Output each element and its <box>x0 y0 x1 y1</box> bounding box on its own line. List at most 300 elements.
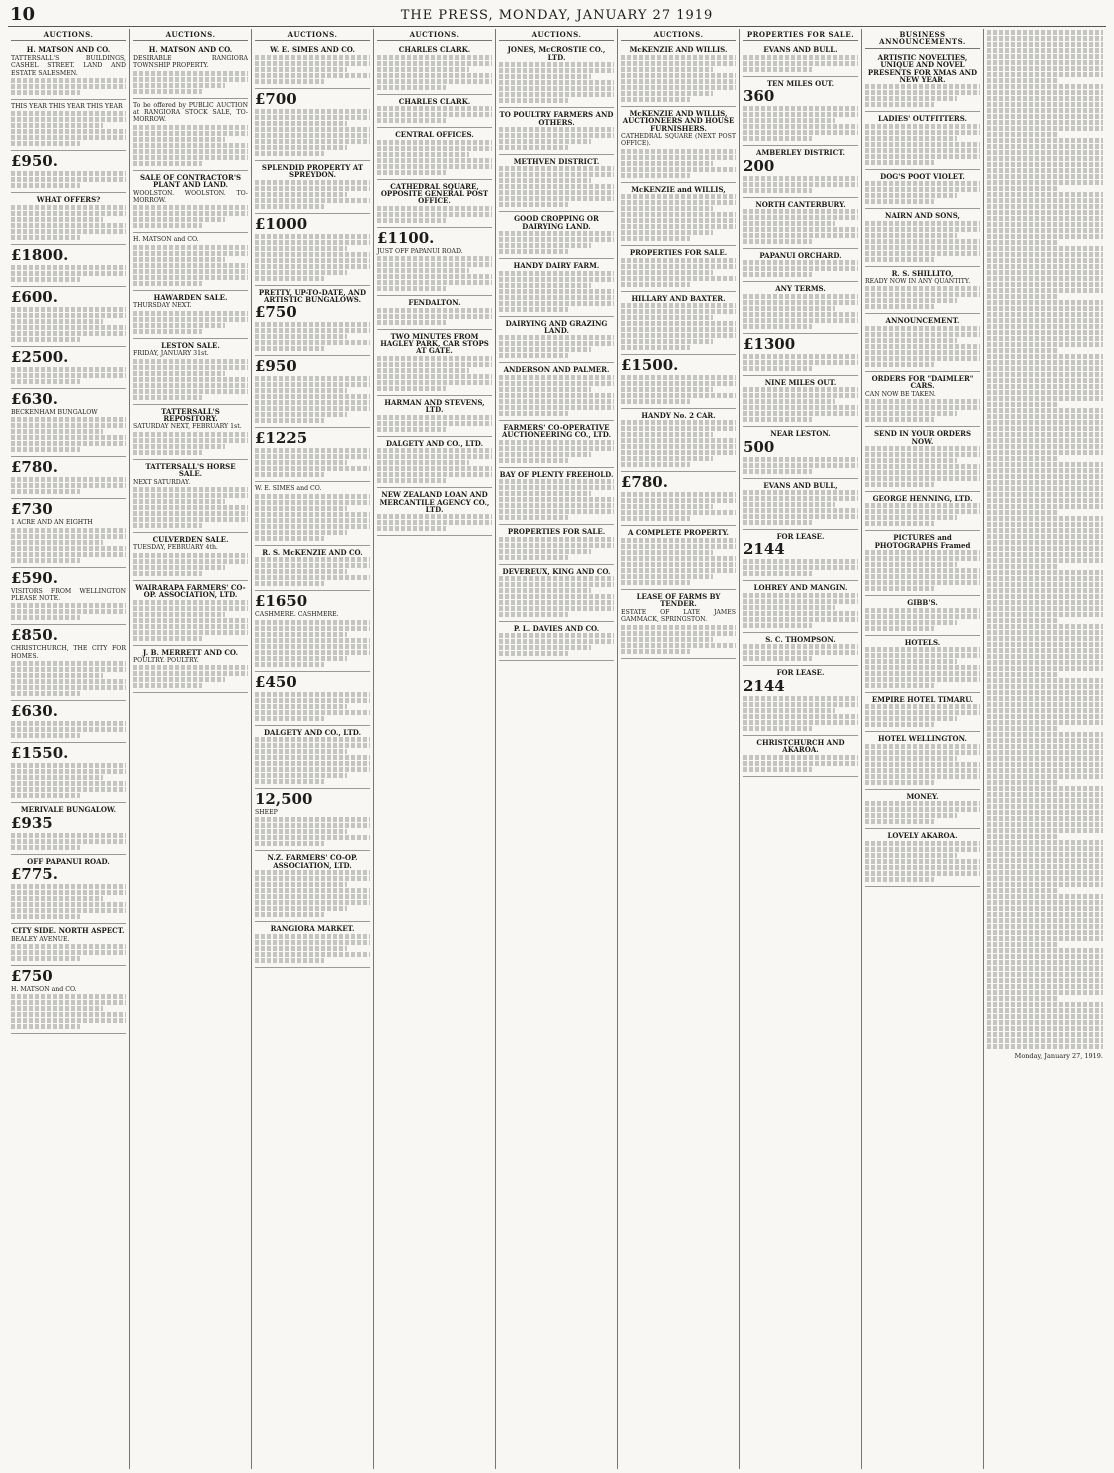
advertisement <box>11 245 126 287</box>
small-print-line <box>743 411 858 416</box>
ad-title: DOG'S POOT VIOLET. <box>880 171 965 181</box>
small-print-line <box>255 888 370 893</box>
ad-price: 12,500 <box>255 790 313 809</box>
small-print-line <box>255 716 324 721</box>
small-print-line <box>621 393 736 398</box>
small-print-line <box>865 801 980 806</box>
advertisement <box>133 581 248 646</box>
small-print-line <box>255 388 347 393</box>
ad-title: CENTRAL OFFICES. <box>395 130 474 140</box>
ad-title: P. L. DAVIES AND CO. <box>513 623 600 633</box>
small-print-line <box>621 327 736 332</box>
ad-body: BECKENHAM BUNGALOW <box>11 408 98 416</box>
ad-title: R. S. McKENZIE AND CO. <box>262 547 363 557</box>
small-print-line <box>987 210 1103 215</box>
small-print-line <box>255 418 324 423</box>
small-print-line <box>499 458 568 463</box>
small-print-line <box>255 575 370 580</box>
small-print-line <box>499 485 614 490</box>
ad-title: HARMAN AND STEVENS, LTD. <box>384 397 485 415</box>
advertisement <box>865 209 980 266</box>
small-print-line <box>255 186 370 191</box>
ad-body: TATTERSALL'S BUILDINGS, CASHEL STREET. LAND AND ESTATE SALESMEN. <box>11 54 126 77</box>
advertisement <box>865 732 980 789</box>
small-print-line <box>865 464 980 469</box>
advertisement <box>865 427 980 492</box>
small-print-line <box>621 339 713 344</box>
ad-price: £600. <box>11 287 58 306</box>
small-print-line <box>499 440 614 445</box>
small-print-line <box>255 632 347 637</box>
small-print-line <box>11 603 126 608</box>
small-print-line <box>987 318 1103 323</box>
small-print-line <box>987 804 1103 809</box>
small-print-line <box>865 841 980 846</box>
small-print-line <box>987 654 1103 659</box>
small-print-line <box>987 234 1103 239</box>
small-print-line <box>11 787 126 792</box>
small-print-line <box>865 199 934 204</box>
advertisement <box>621 355 736 409</box>
small-print-line <box>255 704 347 709</box>
small-print-line <box>377 164 492 169</box>
advertisement <box>743 736 858 777</box>
small-print-line <box>377 280 492 285</box>
small-print-line <box>377 274 492 279</box>
small-print-line <box>987 420 1103 425</box>
small-print-line <box>11 781 126 786</box>
small-print-line <box>621 631 736 636</box>
small-print-line <box>499 166 614 171</box>
small-print-line <box>865 614 980 619</box>
small-print-line <box>865 452 980 457</box>
small-print-line <box>133 624 248 629</box>
small-print-line <box>255 394 370 399</box>
small-print-line <box>133 263 248 268</box>
advertisement <box>743 198 858 249</box>
small-print-line <box>255 524 370 529</box>
small-print-line <box>621 218 736 223</box>
advertisement <box>377 296 492 329</box>
advertisement <box>11 966 126 1034</box>
ad-title: ARTISTIC NOVELTIES, UNIQUE AND NOVEL PRESENTS FOR XMAS AND NEW YEAR. <box>867 52 978 85</box>
small-print-line <box>865 154 980 159</box>
small-print-line <box>987 798 1103 803</box>
small-print-line <box>255 109 370 114</box>
small-print-line <box>743 650 858 655</box>
ad-title: LOHREY AND MANGIN. <box>753 583 848 593</box>
ad-price: 2144 <box>743 676 785 695</box>
small-print-line <box>377 520 492 525</box>
small-print-line <box>11 373 126 378</box>
small-print-line <box>499 639 614 644</box>
ad-price: £2500. <box>11 347 69 366</box>
ad-title: SPLENDID PROPERTY AT SPREYDON. <box>261 162 364 180</box>
advertisement <box>865 267 980 315</box>
small-print-line <box>11 123 103 128</box>
small-print-line <box>11 313 126 318</box>
small-print-line <box>255 506 347 511</box>
advertisement <box>743 530 858 581</box>
advertisement <box>11 743 126 803</box>
small-print-line <box>743 457 858 462</box>
small-print-line <box>621 212 736 217</box>
small-print-line <box>987 660 1103 665</box>
small-print-line <box>11 429 103 434</box>
small-print-line <box>11 540 103 545</box>
small-print-line <box>133 618 248 623</box>
small-print-line <box>621 504 713 509</box>
advertisement <box>133 171 248 234</box>
small-print-line <box>987 108 1103 113</box>
small-print-line <box>987 384 1103 389</box>
ad-title: LOVELY AKAROA. <box>887 831 958 841</box>
small-print-line <box>11 331 126 336</box>
small-print-line <box>621 264 736 269</box>
small-print-line <box>499 549 591 554</box>
small-print-line <box>987 600 1103 605</box>
advertisement <box>865 693 980 732</box>
small-print-line <box>865 509 980 514</box>
small-print-line <box>987 678 1103 683</box>
small-print-line <box>987 150 1103 155</box>
small-print-line <box>987 1020 1103 1025</box>
small-print-line <box>255 779 324 784</box>
small-print-line <box>987 78 1057 83</box>
small-print-line <box>255 644 370 649</box>
small-print-line <box>987 240 1057 245</box>
ad-price: £730 <box>11 500 53 519</box>
advertisement <box>11 347 126 389</box>
small-print-line <box>621 580 690 585</box>
small-print-line <box>865 568 980 573</box>
small-print-line <box>987 702 1103 707</box>
small-print-line <box>377 421 492 426</box>
small-print-line <box>987 882 1103 887</box>
small-print-line <box>987 354 1103 359</box>
ad-title: HANDY DAIRY FARM. <box>513 261 600 271</box>
small-print-line <box>987 288 1103 293</box>
advertisement <box>865 51 980 113</box>
small-print-line <box>987 72 1103 77</box>
small-print-line <box>743 708 835 713</box>
advertisement <box>133 99 248 171</box>
ad-title: JONES, McCROSTIE CO., LTD. <box>507 45 606 62</box>
small-print-line <box>621 258 736 263</box>
advertisement <box>621 183 736 246</box>
ad-title: ANNOUNCEMENT. <box>885 316 960 326</box>
small-print-line <box>255 737 370 742</box>
advertisement <box>133 533 248 581</box>
small-print-line <box>133 444 225 449</box>
advertisement <box>11 389 126 457</box>
small-print-line <box>621 55 736 60</box>
small-print-line <box>743 239 812 244</box>
small-print-line <box>11 902 126 907</box>
small-print-line <box>377 262 492 267</box>
small-print-line <box>11 914 80 919</box>
advertisement <box>255 286 370 357</box>
small-print-line <box>865 148 980 153</box>
small-print-line <box>499 341 614 346</box>
small-print-line <box>621 194 736 199</box>
advertisement <box>11 151 126 193</box>
columns-container <box>8 29 1106 1469</box>
small-print-line <box>987 66 1103 71</box>
small-print-line <box>11 552 126 557</box>
ad-price: £775. <box>11 865 58 884</box>
advertisement <box>621 107 736 183</box>
small-print-line <box>377 158 492 163</box>
small-print-line <box>987 534 1103 539</box>
small-print-line <box>255 127 370 132</box>
advertisement <box>11 499 126 567</box>
small-print-line <box>133 665 248 670</box>
small-print-line <box>743 656 812 661</box>
column-9 <box>984 29 1106 1469</box>
small-print-line <box>987 720 1103 725</box>
small-print-line <box>621 444 736 449</box>
small-print-line <box>255 192 347 197</box>
advertisement <box>865 790 980 829</box>
masthead-title: THE PRESS, MONDAY, JANUARY 27 1919 <box>400 7 714 23</box>
small-print-line <box>621 67 713 72</box>
small-print-line <box>987 84 1103 89</box>
small-print-line <box>255 322 370 327</box>
small-print-line <box>987 114 1103 119</box>
small-print-line <box>133 636 202 641</box>
small-print-line <box>987 624 1103 629</box>
ad-title: McKENZIE AND WILLIS, AUCTIONEERS AND HOUSE FURNISHERS. <box>622 108 735 133</box>
small-print-line <box>987 426 1103 431</box>
small-print-line <box>255 270 347 275</box>
ad-title: CATHEDRAL SQUARE, OPPOSITE GENERAL POST OFFICE. <box>380 181 489 206</box>
small-print-line <box>987 1026 1103 1031</box>
small-print-line <box>743 726 812 731</box>
small-print-line <box>743 233 858 238</box>
small-print-line <box>987 858 1103 863</box>
small-print-line <box>377 55 492 60</box>
small-print-line <box>987 312 1103 317</box>
small-print-line <box>865 221 980 226</box>
small-print-line <box>499 576 614 581</box>
ad-body: BEALEY AVENUE. <box>11 935 70 943</box>
ad-title: FARMERS' CO-OPERATIVE AUCTIONEERING CO., LTD. <box>501 422 612 440</box>
small-print-line <box>987 714 1103 719</box>
small-print-line <box>499 301 614 306</box>
small-print-line <box>865 586 934 591</box>
small-print-line <box>255 412 347 417</box>
small-print-line <box>255 563 370 568</box>
small-print-line <box>743 463 858 468</box>
small-print-line <box>865 160 934 165</box>
small-print-line <box>621 625 736 630</box>
small-print-line <box>743 209 858 214</box>
small-print-line <box>743 490 858 495</box>
small-print-line <box>11 721 126 726</box>
column-1 <box>8 29 130 1469</box>
ad-title: GOOD CROPPING OR DAIRYING LAND. <box>514 214 599 231</box>
small-print-line <box>987 474 1103 479</box>
small-print-line <box>133 83 225 88</box>
advertisement <box>255 428 370 482</box>
small-print-line <box>987 120 1103 125</box>
small-print-line <box>255 581 324 586</box>
ad-price: £780. <box>11 458 58 477</box>
small-print-line <box>11 950 126 955</box>
small-print-line <box>743 599 858 604</box>
small-print-line <box>865 286 980 291</box>
small-print-line <box>987 888 1057 893</box>
small-print-line <box>621 321 736 326</box>
small-print-line <box>987 564 1057 569</box>
small-print-line <box>743 761 858 766</box>
small-print-line <box>133 683 202 688</box>
small-print-line <box>499 411 568 416</box>
ad-price: £1550. <box>11 744 69 763</box>
small-print-line <box>255 894 370 899</box>
small-print-line <box>621 544 736 549</box>
advertisement <box>499 363 614 420</box>
small-print-line <box>11 896 103 901</box>
small-print-line <box>621 399 690 404</box>
small-print-line <box>255 139 370 144</box>
small-print-line <box>987 726 1057 731</box>
small-print-line <box>865 344 980 349</box>
advertisement <box>255 43 370 88</box>
small-print-line <box>987 672 1057 677</box>
small-print-line <box>743 393 858 398</box>
small-print-line <box>499 446 614 451</box>
small-print-line <box>621 492 736 497</box>
small-print-line <box>499 651 568 656</box>
small-print-line <box>865 704 980 709</box>
small-print-line <box>621 438 736 443</box>
small-print-line <box>255 198 370 203</box>
small-print-line <box>743 312 858 317</box>
ad-title: FOR LEASE. <box>776 668 825 678</box>
small-print-line <box>987 528 1103 533</box>
small-print-line <box>743 306 835 311</box>
small-print-line <box>987 30 1103 35</box>
ad-price: 200 <box>743 156 775 175</box>
small-print-line <box>377 218 446 223</box>
ad-title: PAPANUI ORCHARD. <box>759 251 842 261</box>
small-print-line <box>865 756 957 761</box>
ad-title: PROPERTIES FOR SALE. <box>507 527 606 537</box>
small-print-line <box>987 810 1103 815</box>
small-print-line <box>377 67 469 72</box>
small-print-line <box>987 264 1103 269</box>
small-print-line <box>255 536 324 541</box>
small-print-line <box>865 446 980 451</box>
small-print-line <box>499 184 614 189</box>
small-print-line <box>499 452 591 457</box>
small-print-line <box>377 79 492 84</box>
small-print-line <box>987 168 1103 173</box>
ad-title: SALE OF CONTRACTOR'S PLANT AND LAND. <box>139 172 242 190</box>
small-print-line <box>743 405 858 410</box>
small-print-line <box>865 683 934 688</box>
small-print-line <box>987 126 1103 131</box>
small-print-line <box>11 528 126 533</box>
ad-title: FOR LEASE. <box>776 532 825 542</box>
small-print-line <box>865 245 980 250</box>
small-print-line <box>133 450 202 455</box>
small-print-line <box>987 828 1103 833</box>
small-print-line <box>255 472 324 477</box>
advertisement <box>255 851 370 922</box>
advertisement <box>621 526 736 589</box>
small-print-line <box>499 515 568 520</box>
small-print-line <box>987 642 1103 647</box>
small-print-line <box>987 60 1103 65</box>
column-header: AUCTIONS. <box>11 29 126 41</box>
small-print-line <box>987 396 1103 401</box>
small-print-line <box>743 366 812 371</box>
page-number: 10 <box>10 4 36 25</box>
small-print-line <box>499 133 614 138</box>
small-print-line <box>499 555 568 560</box>
small-print-line <box>621 516 690 521</box>
advertisement <box>499 468 614 525</box>
small-print-line <box>621 345 690 350</box>
advertisement <box>11 803 126 854</box>
small-print-line <box>499 80 614 85</box>
small-print-line <box>987 570 1103 575</box>
small-print-line <box>987 282 1103 287</box>
ad-body: THIS YEAR THIS YEAR THIS YEAR <box>11 103 123 111</box>
small-print-line <box>11 845 80 850</box>
small-print-line <box>255 180 370 185</box>
ad-price: 500 <box>743 437 775 456</box>
small-print-line <box>621 270 713 275</box>
small-print-line <box>987 366 1103 371</box>
small-print-line <box>987 840 1103 845</box>
small-print-line <box>133 155 248 160</box>
advertisement <box>11 568 126 626</box>
small-print-line <box>865 556 980 561</box>
small-print-line <box>865 482 934 487</box>
small-print-line <box>743 496 858 501</box>
ad-price: £750 <box>11 966 53 985</box>
small-print-line <box>865 580 980 585</box>
small-print-line <box>133 223 202 228</box>
small-print-line <box>499 375 614 380</box>
small-print-line <box>133 245 248 250</box>
masthead <box>8 4 1106 27</box>
advertisement <box>621 292 736 355</box>
small-print-line <box>255 958 324 963</box>
small-print-line <box>11 615 80 620</box>
small-print-line <box>499 86 614 91</box>
small-print-line <box>743 593 858 598</box>
small-print-line <box>987 90 1103 95</box>
small-print-line <box>11 884 126 889</box>
small-print-line <box>743 399 835 404</box>
small-print-line <box>133 606 248 611</box>
advertisement <box>133 646 248 694</box>
ad-price: £950. <box>11 152 58 171</box>
small-print-line <box>11 1024 80 1029</box>
small-print-line <box>255 55 370 60</box>
small-print-line <box>987 516 1103 521</box>
small-print-line <box>255 376 370 381</box>
small-print-line <box>377 386 446 391</box>
small-print-line <box>255 67 347 72</box>
small-print-line <box>11 1006 103 1011</box>
ad-title: MONEY. <box>906 791 939 801</box>
